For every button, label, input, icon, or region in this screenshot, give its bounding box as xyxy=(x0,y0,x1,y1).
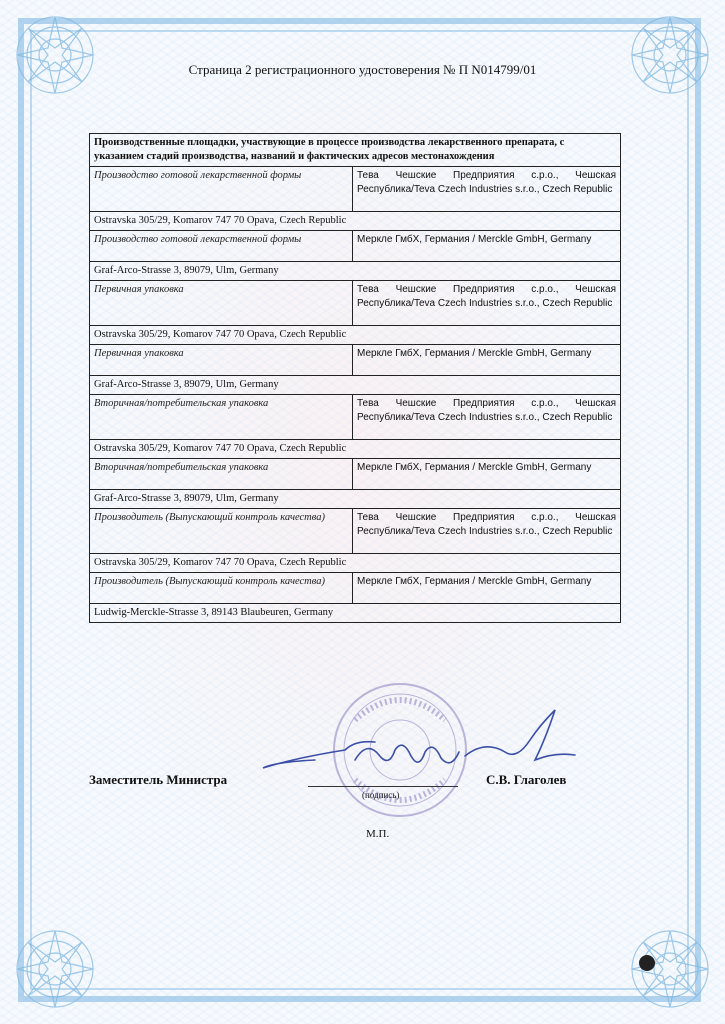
table-row xyxy=(90,262,621,281)
site-address: Ostravska 305/29, Komarov 747 70 Opava, Czech Republic xyxy=(90,326,621,345)
production-stage: Вторичная/потребительская упаковка xyxy=(90,459,353,490)
production-stage: Производство готовой лекарственной формы xyxy=(90,167,353,212)
corner-rosette-icon xyxy=(10,10,100,100)
production-stage: Производитель (Выпускающий контроль качества) xyxy=(90,509,353,554)
table-row xyxy=(90,326,621,345)
site-address: Ludwig-Merckle-Strasse 3, 89143 Blaubeuren, Germany xyxy=(90,604,621,623)
manufacturer: Тева Чешские Предприятия с.р.о., Чешская Республика/Teva Czech Industries s.r.o., Czech Republic xyxy=(353,167,621,212)
table-row xyxy=(90,554,621,573)
signatory-position: Заместитель Министра xyxy=(89,772,228,787)
table-row xyxy=(90,509,621,554)
site-address: Graf-Arco-Strasse 3, 89079, Ulm, Germany xyxy=(90,376,621,395)
corner-rosette-icon xyxy=(10,924,100,1014)
table-row xyxy=(90,167,621,212)
site-address: Ostravska 305/29, Komarov 747 70 Opava, Czech Republic xyxy=(90,440,621,459)
site-address: Ostravska 305/29, Komarov 747 70 Opava, Czech Republic xyxy=(90,212,621,231)
production-stage: Вторичная/потребительская упаковка xyxy=(90,395,353,440)
corner-rosette-icon xyxy=(625,924,715,1014)
table-heading-row xyxy=(90,134,621,167)
signature-caption: (подпись) xyxy=(362,790,400,800)
table-row xyxy=(90,212,621,231)
table-row xyxy=(90,440,621,459)
table-heading: Производственные площадки, участвующие в процессе производства лекарственного препарата, с указанием стадий производства, названий и фактических адресов местонахождения xyxy=(90,134,621,167)
production-sites-table xyxy=(89,133,621,623)
manufacturer: Меркле ГмбХ, Германия / Merckle GmbH, Germany xyxy=(353,345,621,376)
table-row xyxy=(90,345,621,376)
production-stage: Первичная упаковка xyxy=(90,345,353,376)
manufacturer: Меркле ГмбХ, Германия / Merckle GmbH, Germany xyxy=(353,231,621,262)
production-stage: Производитель (Выпускающий контроль качества) xyxy=(90,573,353,604)
site-address: Ostravska 305/29, Komarov 747 70 Opava, Czech Republic xyxy=(90,554,621,573)
table-row xyxy=(90,604,621,623)
stamp-place-label: М.П. xyxy=(366,828,390,840)
punch-hole xyxy=(639,955,655,971)
table-row xyxy=(90,395,621,440)
corner-rosette-icon xyxy=(625,10,715,100)
manufacturer: Тева Чешские Предприятия с.р.о., Чешская Республика/Teva Czech Industries s.r.o., Czech Republic xyxy=(353,281,621,326)
manufacturer: Меркле ГмбХ, Германия / Merckle GmbH, Germany xyxy=(353,459,621,490)
table-row xyxy=(90,459,621,490)
table-row xyxy=(90,231,621,262)
production-stage: Производство готовой лекарственной формы xyxy=(90,231,353,262)
production-stage: Первичная упаковка xyxy=(90,281,353,326)
signature-line xyxy=(308,786,458,787)
table-row xyxy=(90,376,621,395)
manufacturer: Тева Чешские Предприятия с.р.о., Чешская Республика/Teva Czech Industries s.r.o., Czech Republic xyxy=(353,395,621,440)
table-row xyxy=(90,281,621,326)
table-row xyxy=(90,573,621,604)
page-title: Страница 2 регистрационного удостоверения № П N014799/01 xyxy=(188,62,537,77)
table-row xyxy=(90,490,621,509)
site-address: Graf-Arco-Strasse 3, 89079, Ulm, Germany xyxy=(90,262,621,281)
manufacturer: Тева Чешские Предприятия с.р.о., Чешская Республика/Teva Czech Industries s.r.o., Czech Republic xyxy=(353,509,621,554)
site-address: Graf-Arco-Strasse 3, 89079, Ulm, Germany xyxy=(90,490,621,509)
manufacturer: Меркле ГмбХ, Германия / Merckle GmbH, Germany xyxy=(353,573,621,604)
signatory-name: С.В. Глаголев xyxy=(486,772,567,787)
